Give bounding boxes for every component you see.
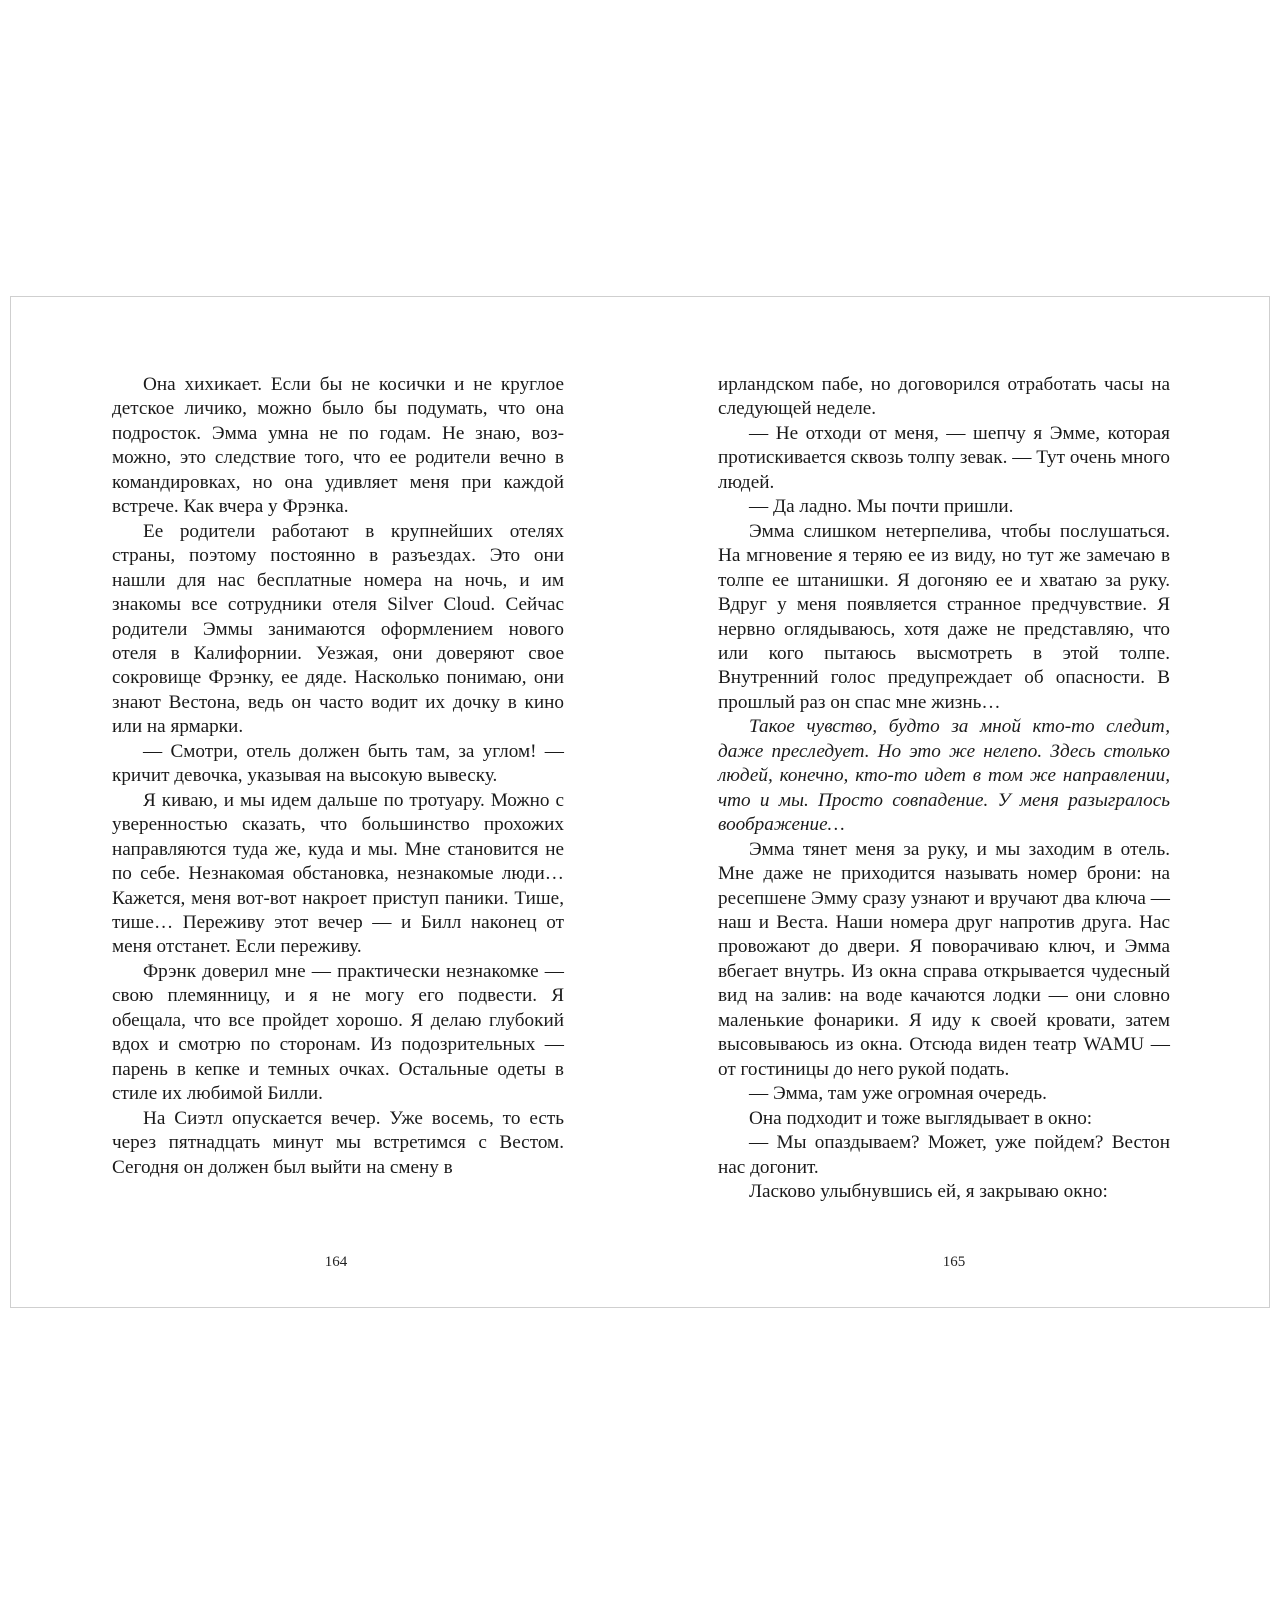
paragraph: Ласково улыбнувшись ей, я закрываю окно: [749, 1180, 1108, 1202]
paragraph: Эмма тянет меня за руку, и мы заходим в отель. Мне даже не приходится называть номер брони: на ресепшене Эмму сразу узнают и вручают два ключа — наш и Веста. Наши номера друг напротив друга. Нас провожают до двери. Я поворачиваю ключ, и Эмма вбегает внутрь. Из окна справа открывается чудесный вид на залив: на воде качаются лодки — они словно маленькие фонарики. Я иду к своей кровати, затем высовываюсь из окна. Отсюда виден театр WAMU — от гостиницы до него рукой подать. [718, 838, 1170, 1080]
paragraph: Фрэнк доверил мне — практически незнакомке — свою племянницу, и я не могу его подвести. Я обещала, что все пройдет хорошо. Я делаю глубокий вдох и смотрю по сторонам. Из подозрительных — парень в кепке и темных очках. Остальные одеты в стиле их любимой Билли. [112, 960, 564, 1105]
continued-paragraph: ирландском пабе, но договорился отработать часы на следующей неделе. [718, 374, 1170, 420]
paragraph: — Да ладно. Мы почти пришли. [749, 496, 1014, 518]
paragraph: Я киваю, и мы идем дальше по тротуару. Можно с уверенностью сказать, что большинство прохожих направляются туда же, куда и мы. Мне становится не по себе. Незнакомая обстановка, незнакомые люди… Кажется, меня вот-вот накроет приступ паники. Тише, тише… Переживу этот вечер — и Билл наконец от меня отстанет. Если переживу. [112, 789, 564, 958]
paragraph: Она хихикает. Если бы не косички и не круглое детское личико, можно было бы подумать, что она подросток. Эмма умна не по годам. Не знаю, возможно, это следствие того, что ее родители вечно в командировках, но она удивляет меня при каждой встрече. Как вчера у Фрэнка. [112, 374, 564, 518]
paragraph: Эмма слишком нетерпелива, чтобы послушаться. На мгновение я теряю ее из виду, но тут же замечаю в толпе ее штанишки. Я догоняю ее и хватаю за руку. Вдруг у меня появляется странное предчувствие. Я нервно оглядываюсь, хотя даже не представляю, что или кого пытаюсь высмотреть в этой толпе. Внутренний голос предупреждает об опасности. В прошлый раз он спас мне жизнь… [718, 520, 1170, 713]
page-number-left: 164 [324, 1254, 348, 1270]
left-page [112, 373, 564, 1180]
right-page [718, 373, 1170, 1204]
paragraph: — Не отходи от меня, — шепчу я Эмме, которая протискивается сквозь толпу зевак. — Тут очень много людей. [718, 422, 1170, 493]
paragraph: На Сиэтл опускается вечер. Уже восемь, то есть через пятнадцать минут мы встретимся с Вестом. Сегодня он должен был выйти на смену в [112, 1107, 564, 1178]
page-number-right: 165 [942, 1254, 966, 1270]
paragraph: Ее родители работают в крупнейших отелях страны, поэтому постоянно в разъездах. Это они нашли для нас бесплатные номера на ночь, и им знакомы все сотрудники отеля Silver Cloud. Сейчас родители Эммы занимаются оформлением нового отеля в Калифорнии. Уезжая, они доверяют свое сокровище Фрэнку, ее дяде. Насколько понимаю, они знают Вестона, ведь он часто водит их дочку в кино или на ярмарки. [112, 520, 564, 738]
italic-thought-paragraph: Такое чувство, будто за мной кто-то следит, даже преследует. Но это же нелепо. Здесь столько людей, конечно, кто-то идет в том же направлении, что и мы. Просто совпадение. У меня разыгралось воображение… [718, 716, 1170, 836]
paragraph: — Эмма, там уже огромная очередь. [749, 1083, 1047, 1105]
paragraph: — Мы опаздываем? Может, уже пойдем? Вестон нас догонит. [718, 1132, 1170, 1178]
paragraph: Она подходит и тоже выглядывает в окно: [749, 1107, 1093, 1129]
book-spread [10, 296, 1270, 1308]
paragraph: — Смотри, отель должен быть там, за углом! — кричит девочка, указывая на высокую вывеску. [112, 740, 564, 787]
